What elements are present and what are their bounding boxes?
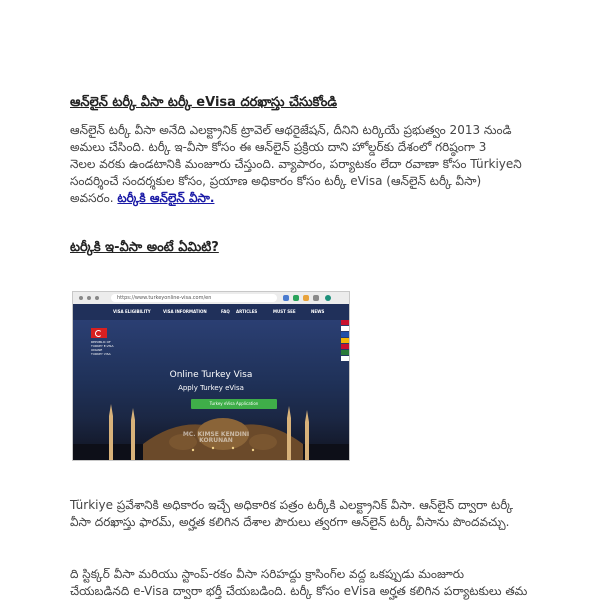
nav-item-news: NEWS [311, 309, 325, 314]
evisa-application-button: Turkey eVisa Application [191, 399, 277, 409]
official-line: వీసా దరఖాస్తు ఫారమ్, అర్హత కలిగిన దేశాల పౌరులు త్వరగా ఆన్‌లైన్ టర్కీ వీసాను పొందవచ్చు. [70, 515, 510, 529]
sticker-visa-paragraph [70, 566, 540, 600]
logo-caption: REPUBLIC OF TURKEY E-VISA ONLINE TURKEY VISA [91, 340, 114, 356]
browser-toolbar [73, 292, 349, 304]
intro-line: ఆన్‌లైన్ టర్కీ వీసా అనేది ఎలక్ట్రానిక్ ట్రావెల్ ఆథరైజేషన్, దీనిని టర్కియే ప్రభుత్వం 2013 నుండి [70, 123, 512, 137]
hero-subtitle: Apply Turkey eVisa [178, 384, 244, 392]
site-navigation [73, 304, 349, 320]
intro-line: సందర్శించే సందర్శకుల కోసం, ప్రయాణ అధికారం కోసం టర్కీ eVisa (ఆన్‌లైన్ టర్కీ వీసా) [70, 174, 482, 188]
online-visa-link[interactable]: టర్కీకి ఆన్‌లైన్ వీసా. [117, 191, 215, 205]
official-document-paragraph [70, 497, 540, 531]
address-bar: https://www.turkeyonline-visa.com/en [111, 294, 277, 302]
hero-title: Online Turkey Visa [169, 370, 253, 380]
image-watermark: MC. KIMSE KENDINI KORUNAN [182, 431, 250, 444]
section-heading-what-is-evisa: టర్కీకి ఇ-వీసా అంటే ఏమిటి? [70, 240, 219, 255]
mosque-illustration [73, 400, 349, 460]
official-line: Türkiye ప్రవేశానికి అధికారం ఇచ్చే అధికారిక పత్రం టర్కీకి ఎలక్ట్రానిక్ వీసా. ఆన్‌లైన్ ద్వారా టర్కీ [70, 498, 514, 512]
nav-item-articles: ARTICLES [236, 309, 258, 314]
intro-line-last [70, 190, 540, 207]
nav-item-must-see: MUST SEE [273, 309, 296, 314]
nav-item-faq: FAQ [221, 309, 230, 314]
back-icon [79, 296, 83, 300]
nav-item-information: VISA INFORMATION [163, 309, 207, 314]
intro-paragraph [70, 122, 540, 207]
language-flags [341, 320, 349, 370]
turkey-flag-logo [91, 328, 107, 338]
profile-icon [325, 295, 331, 301]
sticker-line: చేయబడినది e-Visa ద్వారా భర్తీ చేయబడింది. టర్కీ కోసం eVisa అర్హత కలిగిన పర్యాటకులు తమ [70, 584, 528, 598]
intro-line: నెలల వరకు ఉండటానికి మంజూరు చేస్తుంది. వ్యాపారం, పర్యాటకం లేదా రవాణా కోసం Türkiyeని [70, 157, 522, 171]
reload-icon [95, 296, 99, 300]
intro-line: అమలు చేసింది. టర్కీ ఇ-వీసా కోసం ఈ ఆన్‌లైన్ ప్రక్రియ దాని హోల్డర్‌కు దేశంలో గరిష్ఠంగా 3 [70, 140, 487, 154]
extension-icon [293, 295, 299, 301]
forward-icon [87, 296, 91, 300]
hero-banner [73, 320, 349, 460]
extension-icon [303, 295, 309, 301]
extension-icon [283, 295, 289, 301]
section-heading-apply: ఆన్‌లైన్ టర్కీ వీసా టర్కీ eVisa దరఖాస్తు చేసుకోండి [70, 95, 337, 110]
sticker-line: ది స్టిక్కర్ వీసా మరియు స్టాంప్-రకం వీసా సరిహద్దు క్రాసింగ్‌ల వద్ద ఒకప్పుడు మంజూరు [70, 567, 465, 581]
website-screenshot [72, 291, 350, 461]
nav-item-eligibility: VISA ELIGIBILITY [113, 309, 151, 314]
intro-last-prefix: అవసరం. [70, 191, 114, 205]
extension-icon [313, 295, 319, 301]
